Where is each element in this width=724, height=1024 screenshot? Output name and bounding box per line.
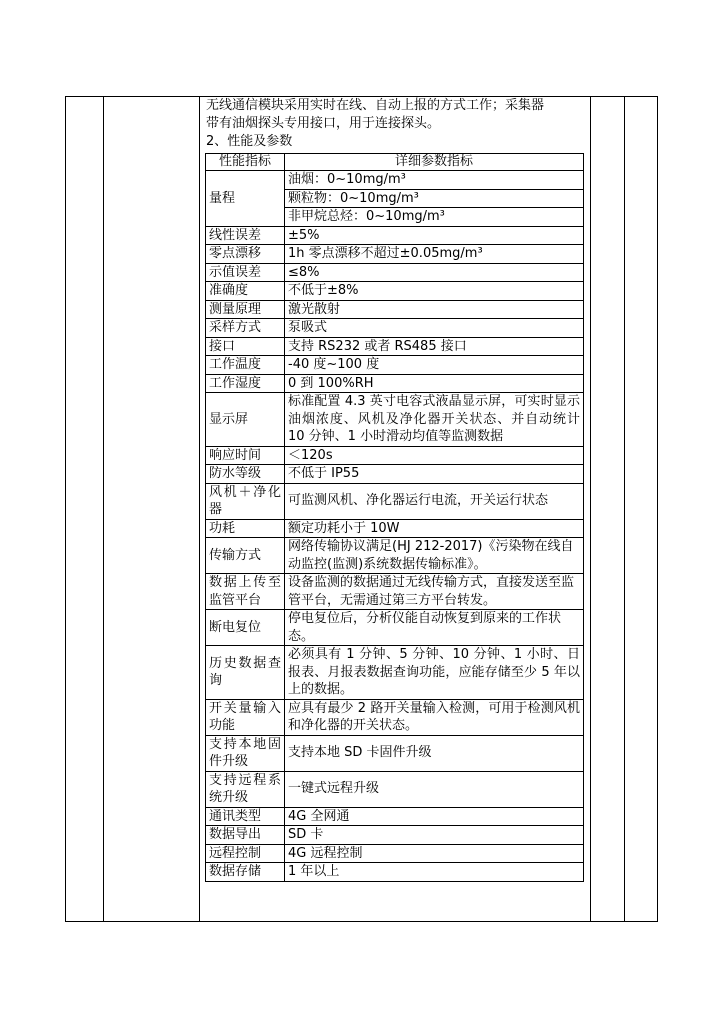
spec-value: 非甲烷总烃：0~10mg/m³ [285, 208, 584, 227]
spec-value: ＜120s [285, 446, 584, 465]
spec-value: 必须具有 1 分钟、5 分钟、10 分钟、1 小时、日报表、月报表数据查询功能，应能存储至少 5 年以上的数据。 [285, 646, 584, 700]
table-row [206, 483, 584, 519]
table-row [206, 356, 584, 375]
spec-name: 显示屏 [206, 393, 285, 447]
spec-value: 4G 全网通 [285, 807, 584, 826]
spec-value: 颗粒物：0~10mg/m³ [285, 189, 584, 208]
spec-value: 1h 零点漂移不超过±0.05mg/m³ [285, 245, 584, 264]
spec-value: 0 到 100%RH [285, 374, 584, 393]
table-row [206, 245, 584, 264]
spec-name: 远程控制 [206, 844, 285, 863]
spec-value: 停电复位后，分析仪能自动恢复到原来的工作状态。 [285, 610, 584, 646]
spec-name: 响应时间 [206, 446, 285, 465]
spec-name: 采样方式 [206, 319, 285, 338]
spec-name: 历史数据查询 [206, 646, 285, 700]
column-divider [103, 96, 104, 922]
table-row [206, 393, 584, 447]
spec-value: 一键式远程升级 [285, 771, 584, 807]
spec-value: 额定功耗小于 10W [285, 519, 584, 538]
spec-value: 不低于±8% [285, 282, 584, 301]
spec-name: 零点漂移 [206, 245, 285, 264]
table-row [206, 171, 584, 190]
spec-value: 支持本地 SD 卡固件升级 [285, 735, 584, 771]
header-cell: 详细参数指标 [285, 154, 584, 171]
table-row [206, 826, 584, 845]
spec-name: 接口 [206, 337, 285, 356]
table-row [206, 863, 584, 882]
spec-name: 工作湿度 [206, 374, 285, 393]
table-header-row [206, 154, 584, 171]
table-row [206, 610, 584, 646]
spec-name: 传输方式 [206, 538, 285, 574]
table-row [206, 735, 584, 771]
spec-name: 功耗 [206, 519, 285, 538]
spec-value: 激光散射 [285, 300, 584, 319]
table-row [206, 319, 584, 338]
spec-value: 4G 远程控制 [285, 844, 584, 863]
spec-name: 开关量输入功能 [206, 699, 285, 735]
column-divider [624, 96, 625, 922]
spec-name: 线性误差 [206, 226, 285, 245]
table-row [206, 282, 584, 301]
spec-name: 断电复位 [206, 610, 285, 646]
spec-value: 支持 RS232 或者 RS485 接口 [285, 337, 584, 356]
intro-text [206, 97, 588, 151]
spec-value: ≤8% [285, 263, 584, 282]
section-title: 2、性能及参数 [206, 134, 293, 149]
spec-name: 示值误差 [206, 263, 285, 282]
spec-name: 量程 [206, 171, 285, 227]
table-row [206, 574, 584, 610]
spec-name: 数据上传至监管平台 [206, 574, 285, 610]
spec-name: 支持远程系统升级 [206, 771, 285, 807]
spec-value: 油烟：0~10mg/m³ [285, 171, 584, 190]
table-row [206, 226, 584, 245]
spec-name: 风机＋净化器 [206, 483, 285, 519]
table-row [206, 263, 584, 282]
table-row [206, 699, 584, 735]
spec-name: 工作温度 [206, 356, 285, 375]
spec-value: 标准配置 4.3 英寸电容式液晶显示屏，可实时显示油烟浓度、风机及净化器开关状态、并自动统计 10 分钟、1 小时滑动均值等监测数据 [285, 393, 584, 447]
spec-value: 设备监测的数据通过无线传输方式，直接发送至监管平台，无需通过第三方平台转发。 [285, 574, 584, 610]
spec-value: -40 度~100 度 [285, 356, 584, 375]
spec-name: 数据导出 [206, 826, 285, 845]
spec-name: 准确度 [206, 282, 285, 301]
spec-value: 可监测风机、净化器运行电流，开关运行状态 [285, 483, 584, 519]
table-row [206, 646, 584, 700]
spec-value: 1 年以上 [285, 863, 584, 882]
column-divider [590, 96, 591, 922]
table-row [206, 465, 584, 484]
table-row [206, 337, 584, 356]
table-row [206, 538, 584, 574]
spec-value: 泵吸式 [285, 319, 584, 338]
spec-value: 网络传输协议满足(HJ 212-2017)《污染物在线自动监控(监测)系统数据传输标准》。 [285, 538, 584, 574]
table-row [206, 519, 584, 538]
spec-name: 防水等级 [206, 465, 285, 484]
intro-line: 无线通信模块采用实时在线、自动上报的方式工作；采集器 [206, 98, 545, 113]
table-row [206, 807, 584, 826]
spec-value: ±5% [285, 226, 584, 245]
spec-name: 数据存储 [206, 863, 285, 882]
table-row [206, 300, 584, 319]
column-divider [199, 96, 200, 922]
spec-value: 不低于 IP55 [285, 465, 584, 484]
table-row [206, 446, 584, 465]
table-row [206, 771, 584, 807]
spec-value: SD 卡 [285, 826, 584, 845]
spec-value: 应具有最少 2 路开关量输入检测，可用于检测风机和净化器的开关状态。 [285, 699, 584, 735]
intro-line: 带有油烟探头专用接口，用于连接探头。 [206, 116, 441, 131]
spec-name: 通讯类型 [206, 807, 285, 826]
table-row [206, 844, 584, 863]
spec-table [205, 153, 584, 882]
spec-name: 支持本地固件升级 [206, 735, 285, 771]
header-cell: 性能指标 [206, 154, 285, 171]
table-row [206, 374, 584, 393]
spec-name: 测量原理 [206, 300, 285, 319]
